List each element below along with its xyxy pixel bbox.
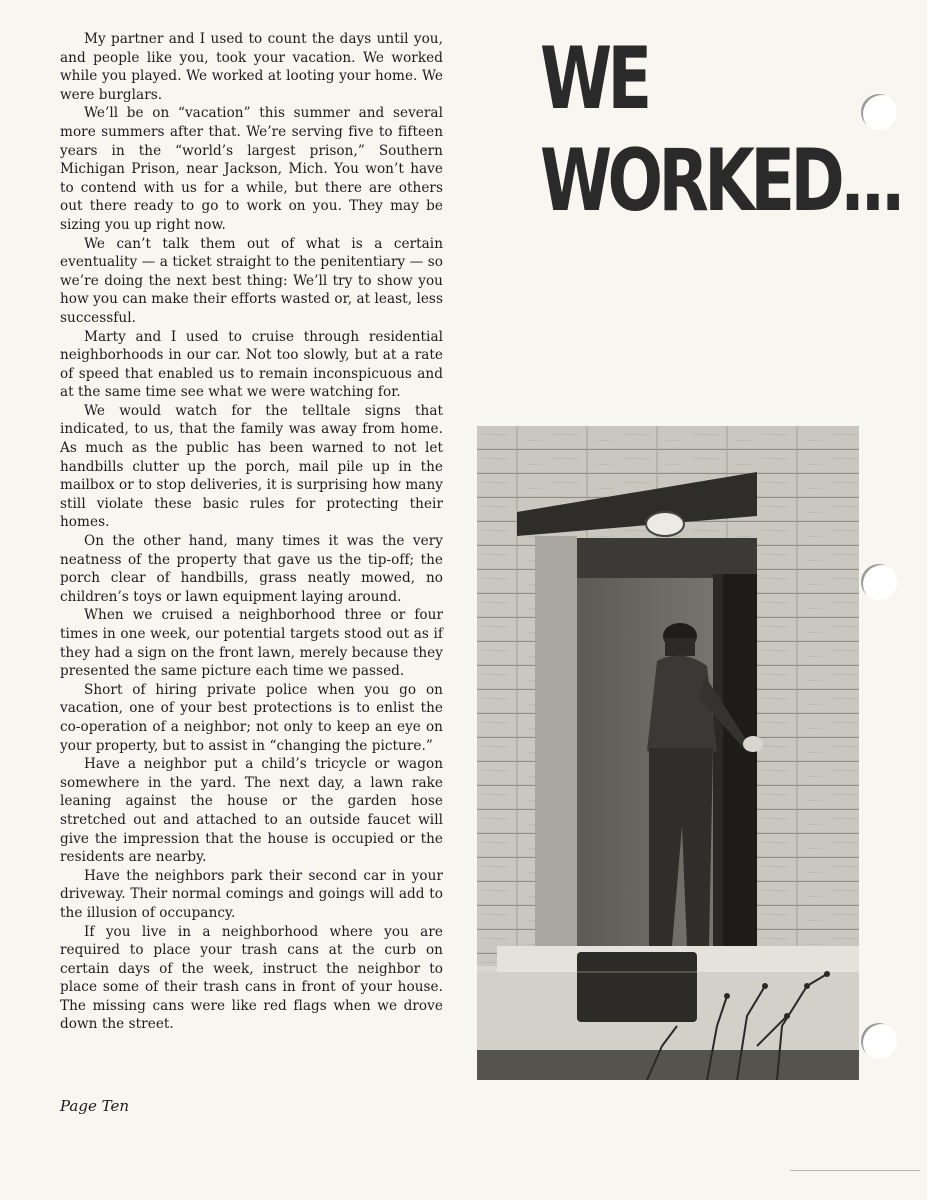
article-body: [60, 30, 443, 1034]
paragraph-2: We’ll be on “vacation” this summer and several more summers after that. We’re serving five to fifteen years in the “world’s largest prison,” Southern Michigan Prison, near Jackson, Mich. You won’t have to contend with us for a while, but there are others out there ready to go to work on you. They may be sizing you up right now.: [60, 105, 443, 233]
paragraph-8: Short of hiring private police when you go on vacation, one of your best protections is to enlist the co-operation of a neighbor; not only to keep an eye on your property, but to assist in “changing the picture.”: [60, 681, 443, 754]
paragraph-9: Have a neighbor put a child’s tricycle or wagon somewhere in the yard. The next day, a lawn rake leaning against the house or the garden hose stretched out and attached to an outside faucet will give the impression that the house is occupied or the residents are nearby.: [60, 756, 443, 866]
binder-hole-top: [861, 94, 897, 130]
page-edge-line: [790, 1170, 920, 1171]
door-frame: [713, 574, 723, 946]
headline-line-2: WORKED...: [540, 131, 901, 231]
paragraph-10: Have the neighbors park their second car in your driveway. Their normal comings and goings will add to the illusion of occupancy.: [60, 867, 443, 921]
binder-hole-bottom: [861, 1023, 897, 1059]
paragraph-3: We can’t talk them out of what is a certain eventuality — a ticket straight to the penitentiary — so we’re doing the next best thing: We’ll try to show you how you can make their efforts wasted or, at least, less successful.: [60, 235, 443, 326]
headline-line-1: WE: [540, 29, 648, 129]
paragraph-11: If you live in a neighborhood where you are required to place your trash cans at the curb on certain days of the week, instruct the neighbor to place some of their trash cans in front of your house. The missing cans were like red flags when we drove down the street.: [60, 923, 443, 1033]
ceiling-light-1: [646, 512, 684, 536]
paragraph-1: My partner and I used to count the days until you, and people like you, took your vacation. We worked while you played. We worked at looting your home. We were burglars.: [60, 31, 443, 103]
paragraph-5: We would watch for the telltale signs that indicated, to us, that the family was away from home. As much as the public has been warned to not let handbills clutter up the porch, mail pile up in the mailbox or to stop deliveries, it is surprising how many still violate these basic rules for protecting their homes.: [60, 402, 443, 531]
binder-hole-middle: [861, 564, 897, 600]
headline: [540, 28, 901, 232]
burglar-at-door-photo: [477, 426, 859, 1080]
paragraph-6: On the other hand, many times it was the very neatness of the property that gave us the tip-off; the porch clear of handbills, grass neatly mowed, no children’s toys or lawn equipment laying around.: [60, 533, 443, 605]
page-number: Page Ten: [60, 1097, 129, 1115]
paragraph-7: When we cruised a neighborhood three or four times in one week, our potential targets stood out as if they had a sign on the front lawn, merely because they presented the same picture each time we passed.: [60, 607, 443, 680]
paragraph-4: Marty and I used to cruise through residential neighborhoods in our car. Not too slowly, but at a rate of speed that enabled us to remain inconspicuous and at the same time see what we were watching for.: [60, 328, 443, 401]
suitcase: [577, 952, 697, 1022]
